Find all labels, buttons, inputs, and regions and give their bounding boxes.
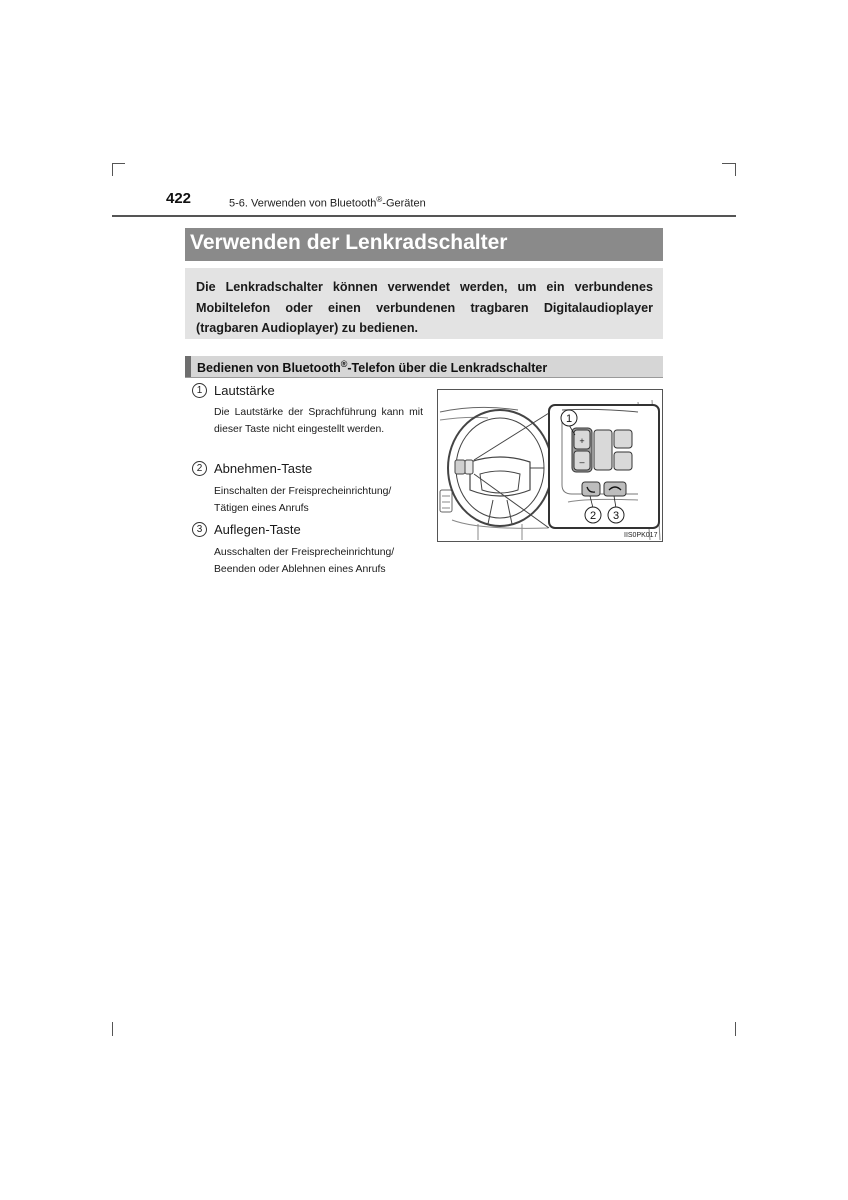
breadcrumb-text: 5-6. Verwenden von Bluetooth (229, 197, 377, 210)
intro-text: Die Lenkradschalter können verwendet werden, um ein verbundenes Mobiltelefon oder einen verbundenen tragbaren Digitalaudioplayer (tragbaren Audioplayer) zu bedienen. (196, 280, 653, 335)
item-number-2: 2 (192, 461, 207, 476)
breadcrumb-suffix: -Geräten (382, 197, 426, 210)
registered-mark: ® (376, 195, 383, 204)
volume-down-label: – (579, 457, 585, 467)
figure-code: IIS0PK017 (624, 532, 658, 539)
header-rule (112, 215, 736, 217)
crop-mark-top-right-h (722, 163, 735, 164)
steering-switch-figure (437, 389, 663, 542)
item-title-volume: Lautstärke (214, 383, 275, 398)
item-number-1: 1 (192, 383, 207, 398)
page-number: 422 (166, 190, 192, 207)
crop-mark-bottom-right (735, 1022, 736, 1036)
callout-2: 2 (589, 510, 597, 522)
page-title-bar (185, 228, 663, 261)
callout-1: 1 (565, 413, 573, 425)
crop-mark-top-left-h (112, 163, 125, 164)
item-title-pickup: Abnehmen-Taste (214, 461, 313, 476)
item-desc-pickup-line2: Tätigen eines Anrufs (214, 503, 309, 514)
section-heading-post: -Telefon über die Lenkradschalter (347, 361, 548, 376)
item-desc-pickup-line1: Einschalten der Freisprecheinrichtung/ (214, 486, 392, 497)
section-heading-marker (185, 356, 191, 377)
crop-mark-top-left-v (112, 163, 113, 176)
item-desc-volume: Die Lautstärke der Sprachführung kann mit dieser Taste nicht eingestellt werden. (214, 407, 423, 435)
page-title: Verwenden der Lenkradschalter (190, 231, 508, 254)
intro-box (185, 268, 663, 339)
section-registered-mark: ® (340, 359, 348, 369)
section-heading-text (197, 359, 547, 375)
item-desc-pickup (214, 483, 423, 517)
item-desc-hangup-line2: Beenden oder Ablehnen eines Anrufs (214, 564, 386, 575)
steering-wheel-illustration (438, 390, 662, 541)
item-title-hangup: Auflegen-Taste (214, 522, 301, 537)
item-desc-hangup-line1: Ausschalten der Freisprecheinrichtung/ (214, 547, 395, 558)
section-heading-pre: Bedienen von Bluetooth (197, 361, 341, 376)
callout-3: 3 (612, 510, 620, 522)
item-desc-hangup (214, 544, 423, 578)
crop-mark-top-right-v (735, 163, 736, 176)
crop-mark-bottom-left (112, 1022, 113, 1036)
section-heading (185, 356, 663, 378)
volume-up-label: + (579, 436, 585, 446)
breadcrumb (229, 195, 426, 210)
item-number-3: 3 (192, 522, 207, 537)
